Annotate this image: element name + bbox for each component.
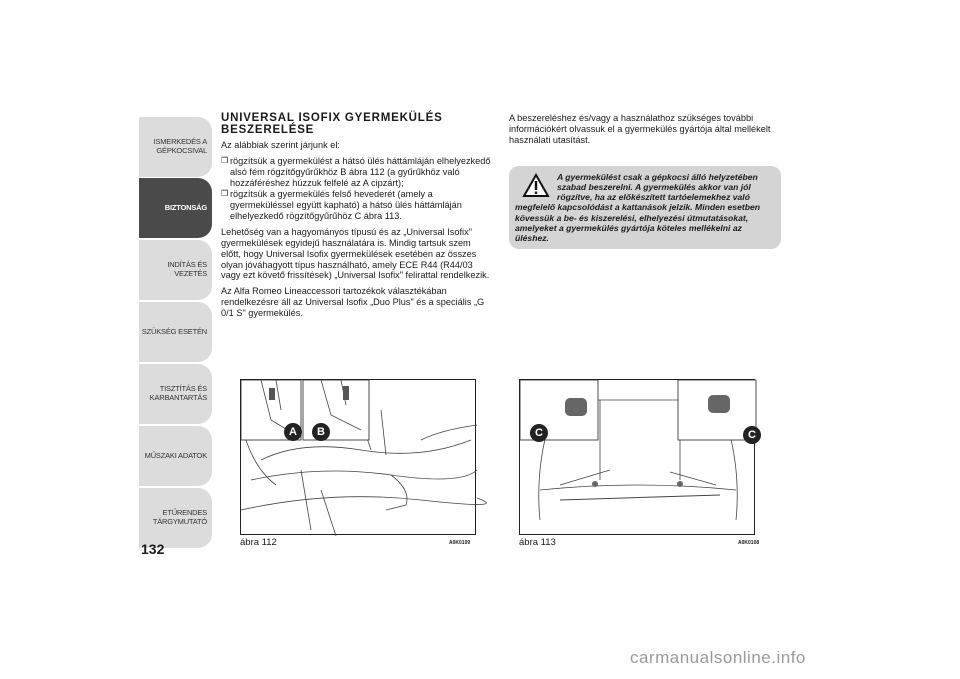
checkbox-bullet-icon: ❒: [221, 189, 229, 199]
sidebar-tab-label: ISMERKEDÉS A GÉPKOCSIVAL: [153, 137, 207, 155]
list-item-text: rögzítsük a gyermekülést a hátsó ülés háttámláján elhelyezkedő alsó fém rögzítőgyűrűkhöz B ábra 112 (a gyűrűkhöz való hozzáféréshez húzzuk felfelé az A cipzárt);: [230, 155, 491, 188]
warning-triangle-icon: [523, 174, 549, 197]
list-item-text: rögzítsük a gyermekülés felső hevederét (amely a gyermeküléssel együtt kapható) a hátsó ülés háttámláján elhelyezkedő rögzítőgyűrűhöz C ábra 113.: [230, 189, 462, 222]
warning-text-indented: A gyermekülést csak a gépkocsi álló helyzetében szabad beszerelni. A gyermekülés akkor van jól rögzítve, ha az előkészített tartóelemekhez való: [557, 172, 758, 203]
figure-marker-c-left: C: [530, 424, 548, 442]
figure-113-code: A0K0108: [738, 540, 760, 546]
paragraph: Az Alfa Romeo Lineaccessori tartozékok választékában rendelkezésre áll az Universal Isofix „Duo Plus" és a speciális „G 0/1 S" gyermekülés.: [221, 286, 485, 319]
section-title-line2: BESZERELÉSE: [221, 123, 315, 136]
sidebar-tab-safety[interactable]: [139, 178, 212, 238]
right-column: [509, 113, 781, 151]
sidebar-tab-emergency[interactable]: [139, 302, 212, 362]
sidebar-tab-label: SZÜKSÉG ESETÉN: [141, 326, 207, 336]
figure-112: [240, 379, 476, 535]
warning-box: [509, 166, 781, 249]
warning-text-rest: megfelelő kapcsolódást a kattanások jelzik. Minden esetben kövessük a be- és kiszerelési, elhelyezési útmutatásokat, amelyeket a gyermekülés gyártója köteles mellékelni az üléshez.: [515, 202, 761, 243]
sidebar-tab-starting-driving[interactable]: [139, 240, 212, 300]
page-number: 132: [141, 541, 165, 557]
sidebar-tab-technical-data[interactable]: [139, 426, 212, 486]
list-item: [221, 156, 493, 189]
figure-113-caption: ábra 113: [519, 537, 556, 548]
warning-text: [515, 172, 775, 243]
figure-112-code: A0K0109: [449, 540, 471, 546]
isofix-anchor-illustration: [520, 380, 756, 536]
watermark: carmanualsonline.info: [630, 648, 806, 667]
left-column: [221, 113, 493, 324]
sidebar-tab-index[interactable]: [139, 488, 212, 548]
figure-112-caption: ábra 112: [240, 537, 277, 548]
figure-marker-c-right: C: [743, 426, 761, 444]
sidebar-tab-label: BIZTONSÁG: [164, 202, 207, 212]
sidebar-tab-label: ETŰRENDES TÁRGYMUTATÓ: [152, 508, 207, 526]
checkbox-bullet-icon: ❒: [221, 155, 229, 165]
intro-text: Az alábbiak szerint járjunk el:: [221, 140, 340, 150]
section-title-line1: UNIVERSAL ISOFIX GYERMEKÜLÉS: [221, 112, 443, 124]
list-item: [221, 189, 493, 222]
sidebar-tab-maintenance[interactable]: [139, 364, 212, 424]
sidebar-tab-getting-to-know[interactable]: [139, 117, 212, 177]
sidebar-tab-label: TISZTÍTÁS ÉS KARBANTARTÁS: [149, 384, 207, 402]
instruction-list: [221, 156, 493, 222]
figure-113: [519, 379, 755, 535]
paragraph: Lehetőség van a hagyományos típusú és az „Universal Isofix" gyermekülések egyidejű használatára is. Mindig tartsuk szem előtt, hogy Universal Isofix gyermekülések esetében az összes olyan jóváhagyott típus használható, amely ECE R44 (R44/03 vagy ezt követő frissítések) „Universal Isofix" felirattal rendelkezik.: [221, 227, 490, 281]
sidebar-tab-label: MŰSZAKI ADATOK: [144, 450, 207, 460]
section-title: [221, 113, 493, 136]
figure-marker-b: B: [312, 423, 330, 441]
figure-marker-a: A: [284, 423, 302, 441]
paragraph: A beszereléshez és/vagy a használathoz szükséges további információkért olvassuk el a gyermekülés gyártója által mellékelt használati utasítást.: [509, 113, 771, 145]
isofix-seat-illustration: [241, 380, 477, 536]
sidebar-tab-label: INDÍTÁS ÉS VEZETÉS: [167, 260, 207, 278]
